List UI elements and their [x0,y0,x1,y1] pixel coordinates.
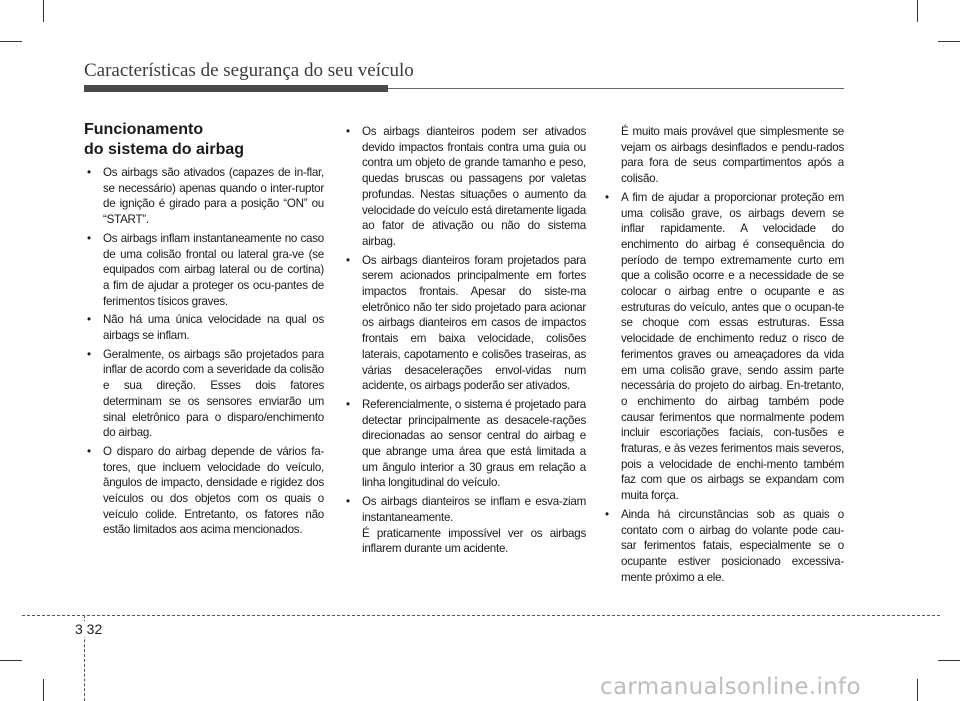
crop-mark [0,41,22,42]
list-item: • Ainda há circunstâncias sob as quais o contato com o airbag do volante pode cau-sar ferimentos fatais, especialmente se o ocupante estiver posicionado excessiva-mente próximo a ele. [602,507,844,586]
crop-mark [917,679,918,701]
intro-paragraph: É muito mais provável que simplesmente se vejam os airbags desinflados e pendu-rados para fora de seus compartimentos após a colisão. [621,125,844,186]
watermark: carmanualsonline.info [600,674,861,700]
bullet-list [602,190,844,586]
list-item: • Os airbags dianteiros podem ser ativados devido impactos frontais contra uma guia ou contra um objeto de grande tamanho e peso, quedas bruscas ou passagens por valetas profundas. Nestas situações o aumento da velocidade do veículo está diretamente ligada ao fator de ativação ou não do sistema airbag. [343,124,586,250]
section-heading-line-1: Funcionamento [84,121,204,138]
header-rule-accent [84,85,388,92]
crop-mark [938,41,960,42]
list-item: • A fim de ajudar a proporcionar proteção em uma colisão grave, os airbags devem se inflar rapidamente. A velocidade do enchimento do airbag é consequência do período de tempo extremamente curto em que a colisão ocorre e a necessidade de se colocar o airbag entre o ocupante e as estruturas do veículo, antes que o ocupan-te se choque com essas estruturas. Essa velocidade de enchimento reduz o risco de ferimentos graves ou ameaçadores da vida em uma colisão grave, sendo assim parte necessária do projeto do airbag. En-tretanto, o enchimento do airbag também pode causar ferimentos que normalmente podem incluir escoriações faciais, con-tusões e fraturas, e às vezes ferimentos mais severos, pois a velocidade de enchi-mento também faz com que os airbags se expandam com muita força. [602,190,844,504]
list-item: • Os airbags são ativados (capazes de in-flar, se necessário) apenas quando o inter-ruptor de ignição é girado para a posição “ON” ou “START”. [84,165,324,228]
text-column-3 [602,124,844,588]
list-item: • Geralmente, os airbags são projetados para inflar de acordo com a severidade da colisão e sua direção. Esses dois fatores determinam se os sensores enviarão um sinal eletrônico para o disparo/enchimento do airbag. [84,347,324,441]
section-heading-line-2: do sistema do airbag [84,141,245,158]
text-column-1 [84,120,324,541]
section-heading [84,120,324,160]
bullet-list [343,124,586,526]
list-item [343,494,586,525]
bullet-list [84,165,324,538]
footer-dashed-rule [22,615,940,616]
list-item: • Os airbags dianteiros foram projetados para serem acionados principalmente em fortes impactos frontais. Apesar do siste-ma eletrônico não ter sido projetado para acionar os airbags dianteiros em casos de impactos frontais em baixa velocidade, colisões laterais, capotamento e colisões traseiras, as várias desacelerações envol-vidas num acidente, os airbags poderão ser ativados. [343,253,586,394]
crop-mark [917,0,918,22]
crop-mark [938,660,960,661]
crop-mark [0,660,22,661]
crop-mark [43,679,44,701]
list-item-text: Os airbags dianteiros se inflam e esva-ziam instantaneamente. [362,495,586,524]
continuation-paragraph: É praticamente impossível ver os airbags inflarem durante um acidente. [362,526,586,556]
list-item: • Os airbags inflam instantaneamente no caso de uma colisão frontal ou lateral gra-ve (se equipados com airbag lateral ou de cortina) a fim de ajudar a proteger os ocu-pantes de ferimentos tísicos graves. [84,231,324,310]
list-item: • Referencialmente, o sistema é projetado para detectar principalmente as desacele-rações direcionadas ao sensor central do airbag e que abrange uma área que está limitada a um ângulo interior a 30 graus em relação a linha longitudinal do veículo. [343,397,586,491]
crop-mark [43,0,44,22]
page-number: 3 32 [75,621,103,637]
list-item: • Não há uma única velocidade na qual os airbags se inflam. [84,312,324,343]
list-item: • O disparo do airbag depende de vários fa-tores, que incluem velocidade do veículo, ângulos de impacto, densidade e rigidez dos veículos ou dos objetos com os quais o veículo colide. Entretanto, os fatores não estão limitados aos acima mencionados. [84,444,324,538]
page-header-title: Características de segurança do seu veículo [84,60,414,81]
text-column-2 [343,124,586,560]
